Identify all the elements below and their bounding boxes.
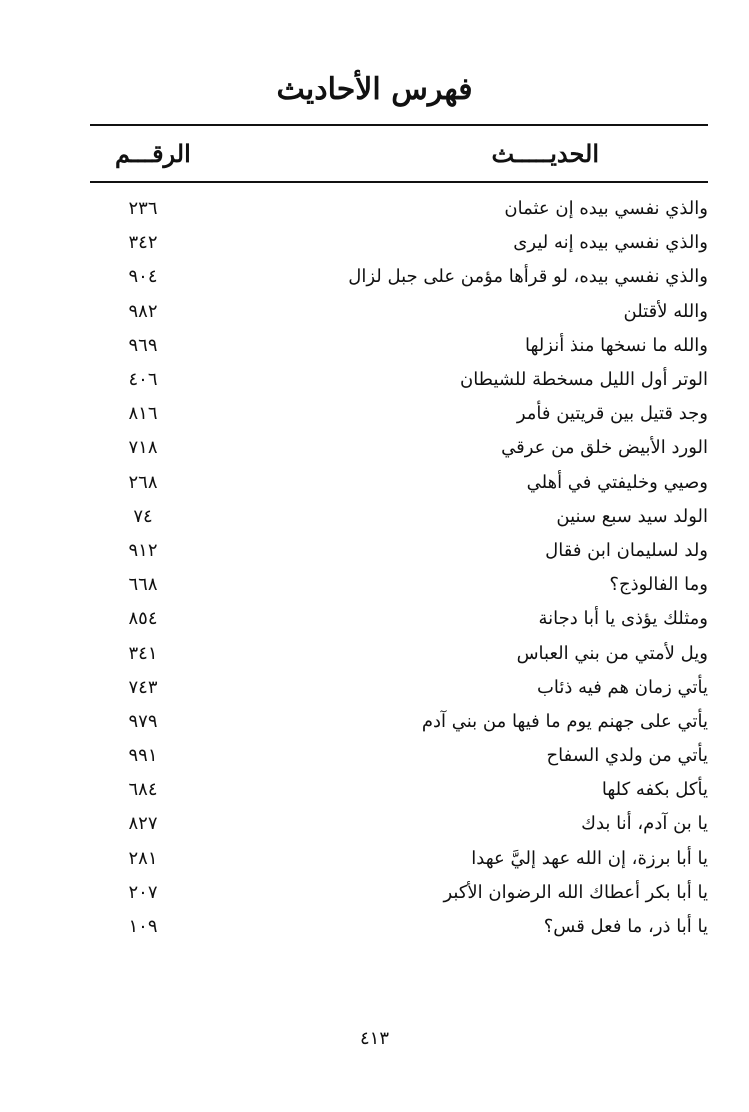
hadith-number: ٧١٨ [128, 437, 158, 459]
hadith-text: ومثلك يؤذى يا أبا دجانة [538, 608, 708, 630]
hadith-number: ٩٠٤ [128, 266, 158, 288]
hadith-number: ٤٠٦ [128, 369, 158, 391]
header-bottom-rule [90, 181, 708, 183]
hadith-number: ٦٨٤ [128, 779, 158, 801]
hadith-text: الولد سيد سبع سنين [556, 505, 708, 527]
column-header-number: الرقـــم [115, 139, 191, 168]
hadith-number: ٢٠٧ [128, 881, 158, 903]
page-number: ٤١٣ [359, 1028, 389, 1049]
list-item [90, 910, 708, 944]
hadith-text: وصيي وخليفتي في أهلي [526, 471, 708, 493]
hadith-text: والله ما نسخها منذ أنزلها [525, 334, 708, 356]
hadith-number: ٢٨١ [128, 847, 158, 869]
hadith-text: والذي نفسي بيده، لو قرأها مؤمن على جبل لزال [348, 266, 708, 288]
hadith-number: ٨١٦ [128, 403, 158, 425]
hadith-text: وجد قتيل بين قريتين فأمر [516, 403, 708, 425]
hadith-number: ٩٨٢ [128, 300, 158, 322]
header-top-rule [90, 124, 708, 126]
hadith-text: ويل لأمتي من بني العباس [516, 642, 708, 664]
list-item [90, 329, 708, 363]
list-item [90, 773, 708, 807]
hadith-text: يأكل بكفه كلها [601, 779, 708, 801]
list-item [90, 636, 708, 670]
hadith-number: ٢٣٦ [128, 198, 158, 220]
list-item [90, 705, 708, 739]
hadith-number: ٩٦٩ [128, 334, 158, 356]
hadith-text: والذي نفسي بيده إنه ليرى [513, 232, 708, 254]
hadith-text: يا بن آدم، أنا بدك [581, 813, 708, 835]
hadith-number: ٩١٢ [128, 539, 158, 561]
list-item [90, 431, 708, 465]
hadith-text: يأتي زمان هم فيه ذئاب [536, 676, 708, 698]
hadith-number: ١٠٩ [128, 916, 158, 938]
hadith-text: الورد الأبيض خلق من عرقي [501, 437, 708, 459]
hadith-number: ٧٤٣ [128, 676, 158, 698]
hadith-text: والله لأقتلن [623, 300, 708, 322]
hadith-text: الوتر أول الليل مسخطة للشيطان [459, 369, 708, 391]
list-item [90, 671, 708, 705]
hadith-number: ٣٤٢ [128, 232, 158, 254]
page-title: فهرس الأحاديث [276, 72, 473, 107]
hadith-number: ٨٥٤ [128, 608, 158, 630]
hadith-number: ٦٦٨ [128, 574, 158, 596]
list-item [90, 260, 708, 294]
list-item [90, 807, 708, 841]
list-item [90, 602, 708, 636]
hadith-number: ٩٩١ [128, 745, 158, 767]
list-item [90, 295, 708, 329]
hadith-index-list [90, 192, 708, 944]
list-item [90, 192, 708, 226]
hadith-text: والذي نفسي بيده إن عثمان [504, 198, 708, 220]
list-item [90, 363, 708, 397]
list-item [90, 397, 708, 431]
hadith-text: يا أبا ذر، ما فعل قس؟ [543, 916, 708, 938]
list-item [90, 568, 708, 602]
list-item [90, 466, 708, 500]
hadith-number: ٩٧٩ [128, 710, 158, 732]
list-item [90, 876, 708, 910]
hadith-number: ٣٤١ [128, 642, 158, 664]
hadith-number: ٧٤ [133, 505, 153, 527]
list-item [90, 842, 708, 876]
column-header-hadith: الحديـــــث [491, 139, 599, 168]
hadith-text: يأتي من ولدي السفاح [546, 745, 708, 767]
list-item [90, 500, 708, 534]
list-item [90, 739, 708, 773]
hadith-text: يا أبا برزة، إن الله عهد إليَّ عهدا [471, 847, 708, 869]
hadith-text: يا أبا بكر أعطاك الله الرضوان الأكبر [443, 881, 708, 903]
hadith-number: ٨٢٧ [128, 813, 158, 835]
hadith-number: ٢٦٨ [128, 471, 158, 493]
list-item [90, 226, 708, 260]
hadith-text: يأتي على جهنم يوم ما فيها من بني آدم [421, 710, 708, 732]
hadith-text: ولد لسليمان ابن فقال [545, 539, 708, 561]
hadith-text: وما الفالوذج؟ [609, 574, 708, 596]
list-item [90, 534, 708, 568]
